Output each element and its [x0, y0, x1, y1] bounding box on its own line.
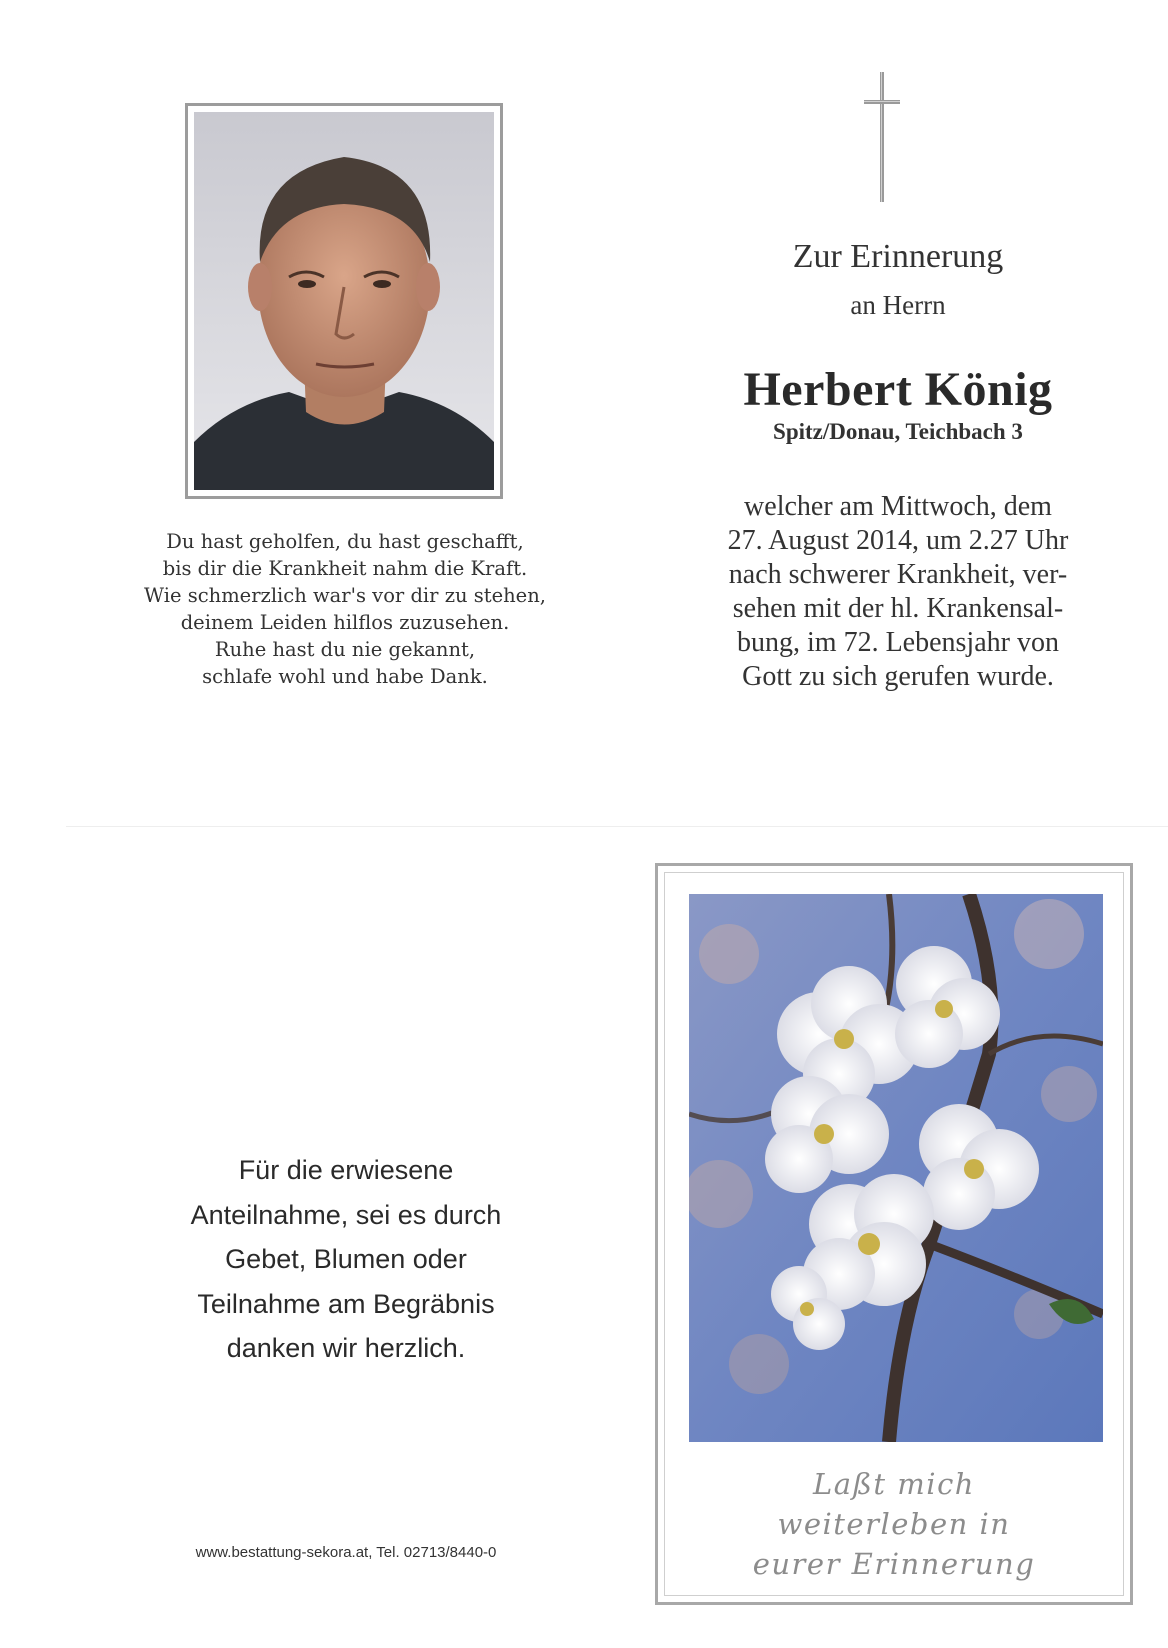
- flower-card: [655, 863, 1133, 1605]
- quote-line: eurer Erinnerung: [752, 1547, 1036, 1581]
- death-notice-line: Gott zu sich gerufen wurde.: [742, 661, 1054, 692]
- death-notice-line: nach schwerer Krankheit, ver-: [728, 559, 1068, 590]
- poem: [120, 528, 570, 690]
- poem-line: Du hast geholfen, du hast geschafft,: [166, 530, 524, 553]
- poem-line: bis dir die Krankheit nahm die Kraft.: [162, 557, 528, 580]
- poem-line: deinem Leiden hilflos zuzusehen.: [180, 611, 510, 634]
- funeral-home-contact: www.bestattung-sekora.at, Tel. 02713/8440-0: [195, 1544, 497, 1561]
- death-notice-line: 27. August 2014, um 2.27 Uhr: [727, 525, 1069, 556]
- thanks-line: Gebet, Blumen oder: [225, 1244, 467, 1274]
- fold-line-horizontal: [66, 826, 1168, 827]
- portrait-frame: [185, 103, 503, 499]
- poem-line: Ruhe hast du nie gekannt,: [214, 638, 476, 661]
- death-notice-line: sehen mit der hl. Krankensal-: [732, 593, 1064, 624]
- memorial-subtitle: an Herrn: [850, 290, 946, 320]
- thanks-message: [146, 1148, 546, 1371]
- thanks-line: Teilnahme am Begräbnis: [197, 1288, 495, 1319]
- memorial-title: Zur Erinnerung: [792, 238, 1004, 275]
- poem-line: Wie schmerzlich war's vor dir zu stehen,: [144, 584, 546, 607]
- portrait-photo: [194, 112, 494, 490]
- deceased-name: Herbert König: [743, 363, 1053, 416]
- deceased-address: Spitz/Donau, Teichbach 3: [773, 419, 1023, 444]
- poem-line: schlafe wohl und habe Dank.: [202, 665, 488, 688]
- thanks-line: Anteilnahme, sei es durch: [190, 1199, 502, 1230]
- cross-icon: [864, 72, 900, 202]
- blossom-photo: [689, 894, 1103, 1442]
- death-notice-line: welcher am Mittwoch, dem: [744, 491, 1052, 522]
- death-notice-line: bung, im 72. Lebensjahr von: [737, 627, 1059, 658]
- thanks-line: danken wir herzlich.: [226, 1333, 466, 1363]
- quote-line: Laßt mich: [813, 1467, 975, 1501]
- flower-photo-container: [689, 894, 1103, 1442]
- quote-line: weiterleben in: [777, 1507, 1011, 1541]
- memorial-quote: [658, 1464, 1130, 1584]
- death-notice: [690, 490, 1106, 694]
- thanks-line: Für die erwiesene: [238, 1155, 454, 1185]
